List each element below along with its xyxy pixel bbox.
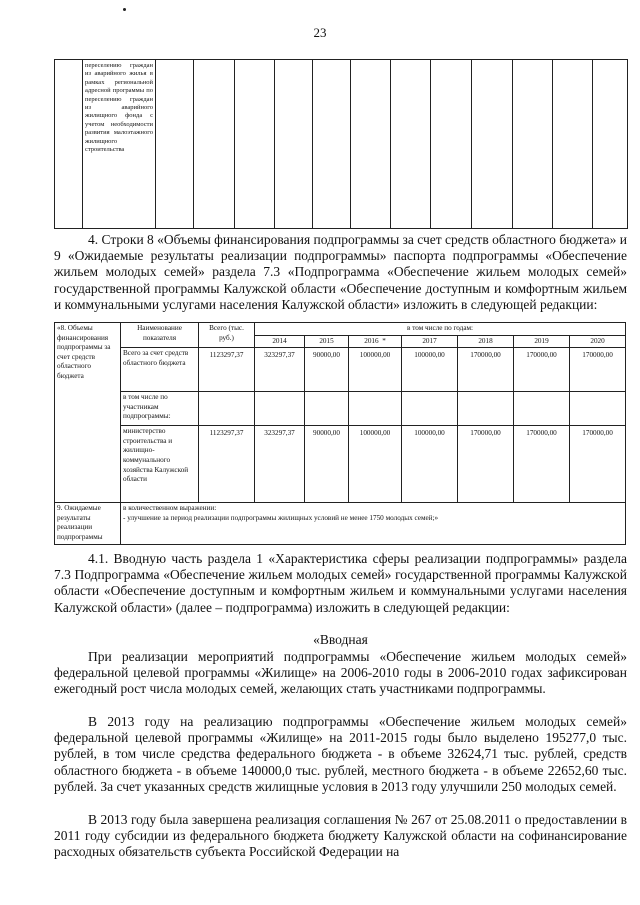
row-total: 1123297,37 xyxy=(199,348,255,392)
row-name: в том числе по участникам подпрограммы: xyxy=(121,392,199,426)
row9-line: в количественном выражении: xyxy=(123,504,217,513)
year-header: 2014 xyxy=(255,335,305,348)
value-cell: 170000,00 xyxy=(570,426,626,503)
item-4-paragraph: 4. Строки 8 «Объемы финансирования подпрограммы за счет средств областного бюджета» и 9 «Ожидаемые результаты реализации подпрограммы» паспорта подпрограммы «Обеспечение жильем молодых семей» раздела 7.3 «Подпрограмма «Обеспечение жильем молодых семей» государственной программы Калужской области «Обеспечение доступным и комфортным жильем и коммунальными услугами населения Калужской области» изложить в следующей редакции: xyxy=(54,232,627,312)
cell-empty xyxy=(55,60,83,229)
value-cell: 100000,00 xyxy=(349,426,402,503)
continuation-table xyxy=(54,59,628,229)
row-total: 1123297,37 xyxy=(199,426,255,503)
value-cell: 170000,00 xyxy=(458,426,514,503)
year-header: 2020 xyxy=(570,335,626,348)
scan-speck xyxy=(123,8,126,11)
paragraph-3: В 2013 году была завершена реализация соглашения № 267 от 25.08.2011 о предоставлении в 2011 году субсидии из федерального бюджета бюджету Калужской области на софинансирование расходных обязательств субъекта Российской Федерации на xyxy=(54,812,627,860)
page-number: 23 xyxy=(313,25,327,40)
paragraph-2: В 2013 году на реализацию подпрограммы «Обеспечение жильем молодых семей» федеральной целевой программы «Жилище» на 2011-2015 годы было выделено 195277,0 тыс. рублей, в том числе средства федерального бюджета - в объеме 32624,71 тыс. рублей, средств областного бюджета - в объеме 140000,0 тыс. рублей, местного бюджета - в объеме 22652,60 тыс. рублей. За счет указанных средств жилищные условия в 2013 году улучшили 250 молодых семей. xyxy=(54,714,627,794)
intro-heading: «Вводная xyxy=(313,632,368,647)
row9-results xyxy=(121,503,626,544)
value-cell: 170000,00 xyxy=(570,348,626,392)
value-cell: 100000,00 xyxy=(402,348,458,392)
value-cell: 100000,00 xyxy=(349,348,402,392)
item-4-1-paragraph: 4.1. Вводную часть раздела 1 «Характеристика сферы реализации подпрограммы» раздела 7.3 Подпрограмма «Обеспечение жильем молодых семей» государственной программы Калужской области «Обеспечение доступным и комфортным жильем и коммунальными услугами населения Калужской области» (далее – подпрограмма) изложить в следующей редакции: xyxy=(54,551,627,615)
year-header: 2015 xyxy=(305,335,349,348)
row9-line: - улучшение за период реализации подпрограммы жилищных условий не менее 1750 молодых семей;» xyxy=(123,513,439,522)
row-name: министерство строительства и жилищно-коммунального хозяйства Калужской области xyxy=(121,426,199,503)
value-cell: 170000,00 xyxy=(458,348,514,392)
value-cell: 100000,00 xyxy=(402,426,458,503)
value-cell: 90000,00 xyxy=(305,426,349,503)
financing-table xyxy=(54,322,626,545)
year-header: 2017 xyxy=(402,335,458,348)
year-header: 2018 xyxy=(458,335,514,348)
value-cell: 323297,37 xyxy=(255,348,305,392)
years-group-header: в том числе по годам: xyxy=(255,323,626,336)
value-cell: 170000,00 xyxy=(514,426,570,503)
value-cell: 90000,00 xyxy=(305,348,349,392)
value-cell: 170000,00 xyxy=(514,348,570,392)
continuation-text: переселению граждан из аварийного жилья в рамках региональной адресной программы по переселению граждан из аварийного жилищного фонда с учетом необходимости развития малоэтажного жилищного строительства xyxy=(83,60,156,229)
value-cell: 323297,37 xyxy=(255,426,305,503)
year-header: 2019 xyxy=(514,335,570,348)
paragraph-1: При реализации мероприятий подпрограммы «Обеспечение жильем молодых семей» федеральной целевой программы «Жилище» на 2006-2010 годы в 2006-2010 годах зафиксирован ежегодный рост числа молодых семей, желающих стать участниками подпрограммы. xyxy=(54,649,627,697)
col-total-header: Всего (тыс. руб.) xyxy=(199,323,255,348)
row-name: Всего за счет средств областного бюджета xyxy=(121,348,199,392)
row9-label: 9. Ожидаемые результаты реализации подпрограммы xyxy=(55,503,121,544)
year-header: 2016 * xyxy=(349,335,402,348)
col-name-header: Наименование показателя xyxy=(121,323,199,348)
star-mark: * xyxy=(382,336,386,345)
row8-label: «8. Объемы финансирования подпрограммы за счет средств областного бюджета xyxy=(55,323,121,503)
